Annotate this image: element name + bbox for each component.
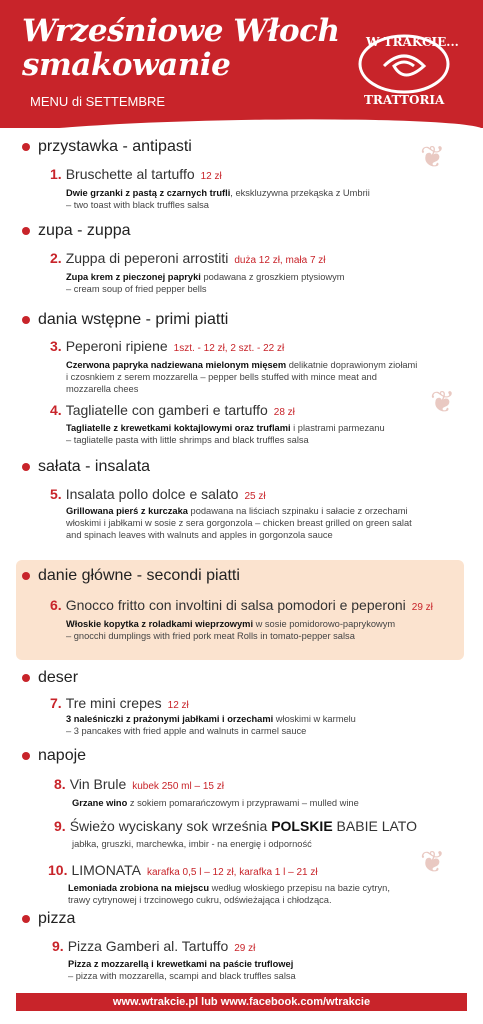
item-description: Włoskie kopytka z roladkami wieprzowymi w sosie pomidorowo-paprykowym – gnocchi dumplings with fried pork meat Rolls in tomato-pepper salsa (66, 619, 396, 641)
bullet-icon (22, 915, 30, 923)
section-antipasti (22, 138, 192, 156)
menu-item-10: 10. LIMONATA karafka 0,5 l – 12 zł, karafka 1 l – 21 zł (48, 862, 318, 878)
section-title: deser (38, 669, 79, 686)
menu-item-6: 6. Gnocco fritto con involtini di salsa pomodori e peperoni 29 zł (50, 597, 433, 613)
section-napoje (22, 747, 86, 765)
title-line-2: smakowanie (22, 47, 231, 83)
bullet-icon (22, 463, 30, 471)
item-name: Bruschette al tartuffo (65, 166, 195, 182)
section-title: napoje (38, 747, 87, 764)
item-description: Pizza z mozzarellą i krewetkami na paście truflowej – pizza with mozzarella, scampi and black truffles salsa (68, 959, 296, 981)
item-description: Zupa krem z pieczonej papryki podawana z groszkiem ptysiowym – cream soup of fried pepper bells (66, 272, 345, 294)
trattoria-logo (344, 28, 464, 108)
menu-item-3: 3. Peperoni ripiene 1szt. - 12 zł, 2 szt. - 22 zł (50, 338, 285, 354)
section-title: danie główne - secondi piatti (38, 567, 240, 584)
leaf-decoration-icon: ❦ (430, 386, 456, 419)
item-description: Dwie grzanki z pastą z czarnych trufli, ekskluzywna przekąska z Umbrii – two toast with black truffles salsa (66, 188, 370, 210)
menu-item-2: 2. Zuppa di peperoni arrostiti duża 12 zł, mała 7 zł (50, 250, 326, 266)
menu-item-9-pizza: 9. Pizza Gamberi al. Tartuffo 29 zł (52, 938, 256, 954)
bullet-icon (22, 674, 30, 682)
section-deser (22, 669, 78, 687)
bullet-icon (22, 316, 30, 324)
menu-item-5: 5. Insalata pollo dolce e salato 25 zł (50, 486, 266, 502)
item-description: Grzane wino z sokiem pomarańczowym i przyprawami – mulled wine (72, 798, 359, 808)
item-description: Grillowana pierś z kurczaka podawana na liściach szpinaku i sałacie z orzechami włoskimi i jabłkami w sosie z sera gorgonzola – chicken breast grilled on green salat and spinach leaves with walnuts and apples in gorgonzola sauce (66, 506, 412, 540)
section-title: sałata - insalata (38, 458, 151, 475)
section-secondi (22, 567, 240, 585)
section-title: przystawka - antipasti (38, 138, 192, 155)
item-description: Lemoniada zrobiona na miejscu według włoskiego przepisu na bazie cytryn, trawy cytrynowej i trzcinowego cukru, odświeżająca i chłodząca. (68, 883, 390, 905)
item-number: 1. (50, 166, 62, 182)
menu-item-7: 7. Tre mini crepes 12 zł (50, 695, 189, 711)
bullet-icon (22, 752, 30, 760)
section-primi (22, 311, 228, 329)
footer-links[interactable]: www.wtrakcie.pl lub www.facebook.com/wtrakcie (16, 993, 467, 1011)
section-pizza (22, 910, 75, 928)
leaf-decoration-icon: ❦ (420, 846, 446, 879)
bullet-icon (22, 227, 30, 235)
item-description: Tagliatelle z krewetkami koktajlowymi oraz truflami i plastrami parmezanu – tagliatelle pasta with little shrimps and black truffles salsa (66, 423, 385, 445)
section-title: zupa - zuppa (38, 222, 131, 239)
item-description: Czerwona papryka nadziewana mielonym mięsem delikatnie doprawionym ziołami i czosnkiem z serem mozzarella – pepper bells stuffed with mince meat and mozzarella chees (66, 360, 418, 394)
menu-subtitle: MENU di SETTEMBRE (30, 94, 166, 109)
logo-top-text: W TRAKCIE... (366, 35, 459, 49)
section-zuppa (22, 222, 131, 240)
section-insalata (22, 458, 150, 476)
menu-item-4: 4. Tagliatelle con gamberi e tartuffo 28 zł (50, 402, 295, 418)
page-title (22, 14, 340, 82)
menu-item-8: 8. Vin Brule kubek 250 ml – 15 zł (54, 776, 224, 792)
title-line-1: Wrześniowe Włoch (22, 13, 340, 49)
item-price: 12 zł (200, 171, 222, 182)
logo-bottom-text: TRATTORIA (364, 93, 445, 107)
leaf-decoration-icon: ❦ (420, 141, 446, 174)
menu-item-9-drink: 9. Świeżo wyciskany sok września POLSKIE BABIE LATO (54, 818, 417, 834)
menu-item-1 (50, 166, 222, 182)
section-title: pizza (38, 910, 76, 927)
section-title: dania wstępne - primi piatti (38, 311, 229, 328)
header-banner (0, 0, 483, 128)
bullet-icon (22, 143, 30, 151)
item-description: jabłka, gruszki, marchewka, imbir - na energię i odporność (72, 839, 312, 849)
item-description: 3 naleśniczki z prażonymi jabłkami i orzechami włoskimi w karmelu – 3 pancakes with fried apple and walnuts in carmel sauce (66, 714, 356, 736)
bullet-icon (22, 572, 30, 580)
